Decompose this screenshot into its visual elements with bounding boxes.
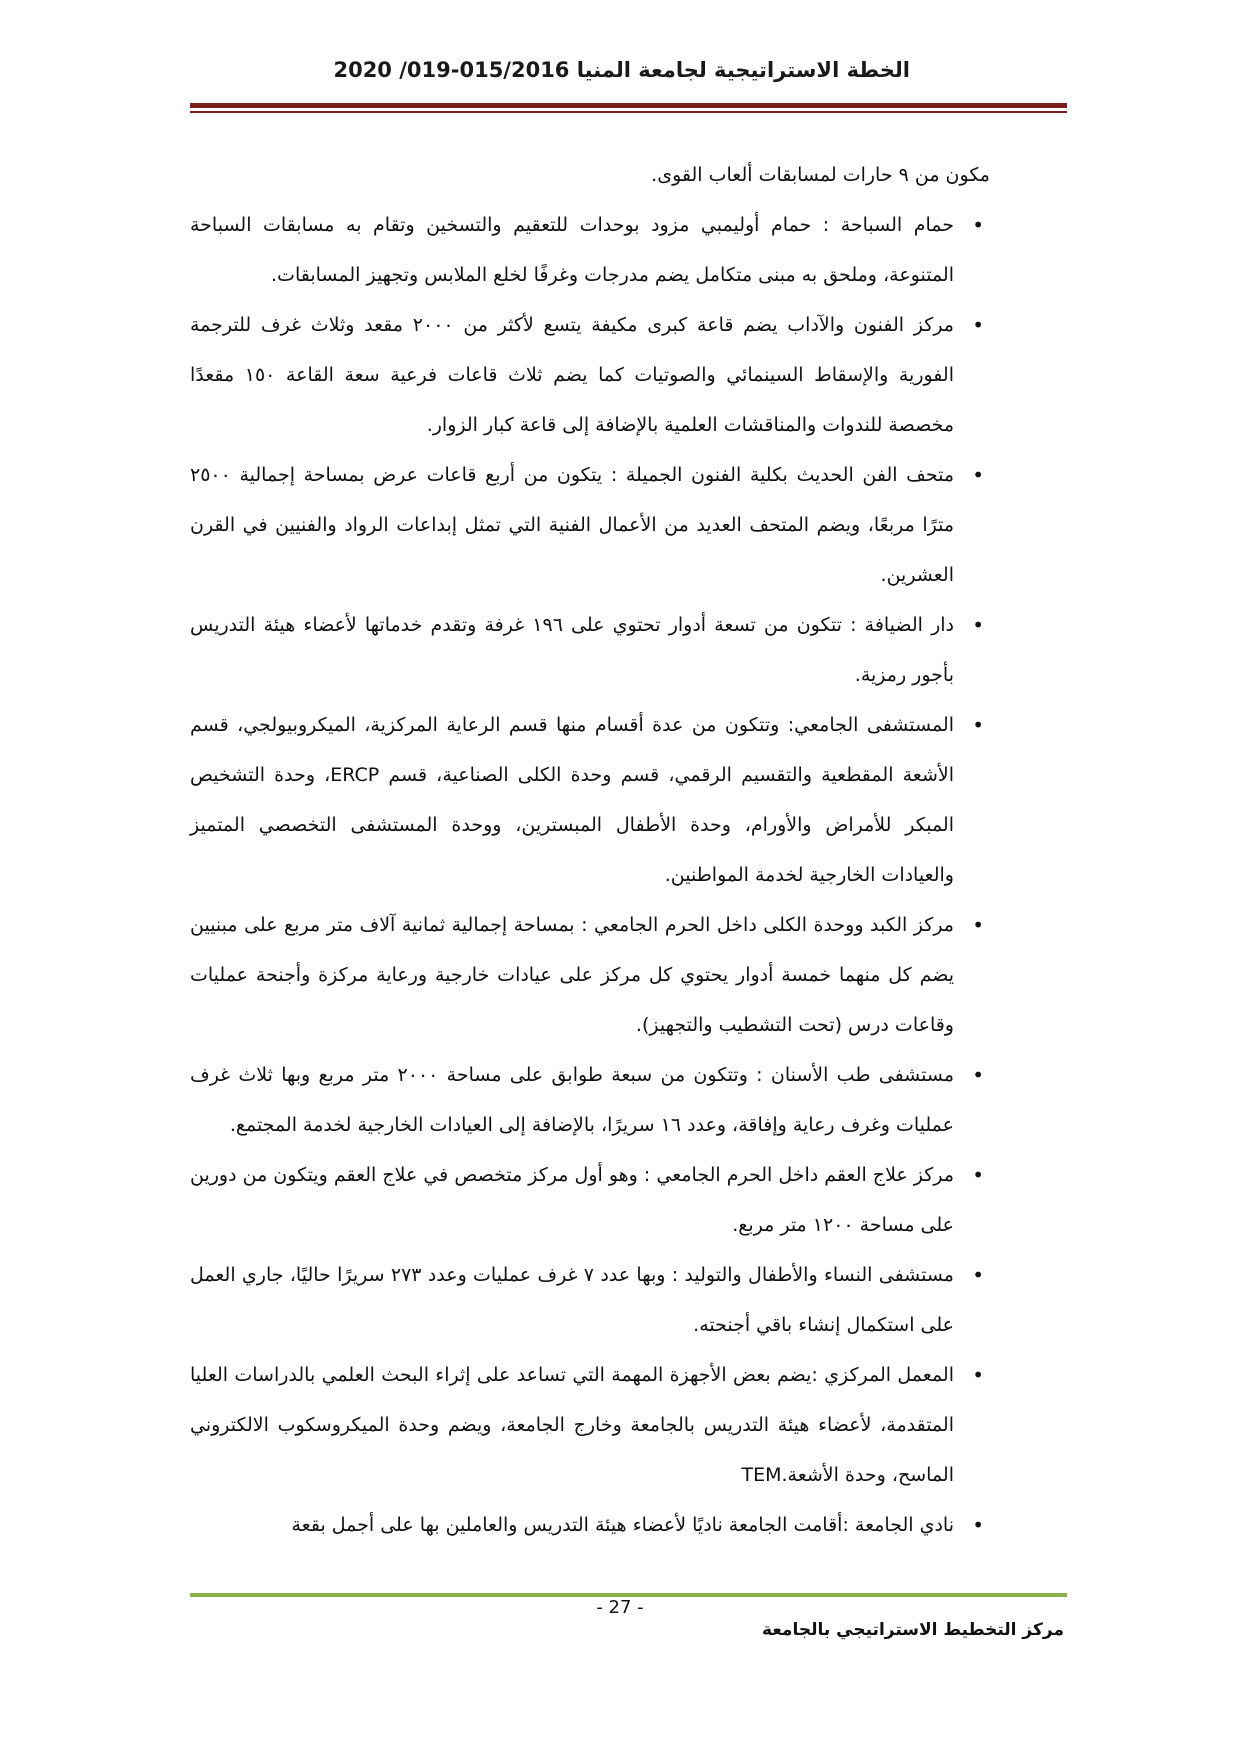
list-item: • مركز الكبد ووحدة الكلى داخل الحرم الجامعي : بمساحة إجمالية ثمانية آلاف متر مربع على مبنيين يضم كل منهما خمسة أدوار يحتوي كل مركز على عيادات خارجية ورعاية مركزة وأجنحة عمليات وقاعات درس (تحت التشطيب والتجهيز).	[190, 900, 954, 1050]
list-item: • مستشفى طب الأسنان : وتتكون من سبعة طوابق على مساحة ٢٠٠٠ متر مربع وبها ثلاث غرف عمليات وغرف رعاية وإفاقة، وعدد ١٦ سريرًا، بالإضافة إلى العيادات الخارجية لخدمة المجتمع.	[190, 1050, 954, 1150]
list-item: • المستشفى الجامعي: وتتكون من عدة أقسام منها قسم الرعاية المركزية، الميكروبيولجي، قسم الأشعة المقطعية والتقسيم الرقمي، قسم وحدة الكلى الصناعية، قسم ERCP، وحدة التشخيص المبكر للأمراض والأورام، وحدة الأطفال المبسترين، ووحدة المستشفى التخصصي المتميز والعيادات الخارجية لخدمة المواطنين.	[190, 700, 954, 900]
list-item: • المعمل المركزي :يضم بعض الأجهزة المهمة التي تساعد على إثراء البحث العلمي بالدراسات العليا المتقدمة، لأعضاء هيئة التدريس بالجامعة وخارج الجامعة، ويضم وحدة الميكروسكوب الالكتروني الماسح، وحدة الأشعة.TEM	[190, 1350, 954, 1500]
header-title: الخطة الاستراتيجية لجامعة المنيا 015/2016-019/ 2020	[333, 58, 910, 82]
footer-text: مركز التخطيط الاستراتيجي بالجامعة	[762, 1620, 1064, 1640]
list-item: • نادي الجامعة :أقامت الجامعة ناديًا لأعضاء هيئة التدريس والعاملين بها على أجمل بقعة	[190, 1500, 954, 1550]
list-item: • حمام السباحة : حمام أوليمبي مزود بوحدات للتعقيم والتسخين وتقام به مسابقات السباحة المتنوعة، وملحق به مبنى متكامل يضم مدرجات وغرفًا لخلع الملابس وتجهيز المسابقات.	[190, 200, 954, 300]
list-item: • مركز الفنون والآداب يضم قاعة كبرى مكيفة يتسع لأكثر من ٢٠٠٠ مقعد وثلاث غرف للترجمة الفورية والإسقاط السينمائي والصوتيات كما يضم ثلاث قاعات فرعية سعة القاعة ١٥٠ مقعدًا مخصصة للندوات والمناقشات العلمية بالإضافة إلى قاعة كبار الزوار.	[190, 300, 954, 450]
document-body	[190, 150, 990, 1550]
page-number: - 27 -	[596, 1597, 644, 1618]
list-item: • مستشفى النساء والأطفال والتوليد : وبها عدد ٧ غرف عمليات وعدد ٢٧٣ سريرًا حاليًا، جاري العمل على استكمال إنشاء باقي أجنحته.	[190, 1250, 954, 1350]
header-rule-thin	[190, 111, 1067, 113]
list-item: • مركز علاج العقم داخل الحرم الجامعي : وهو أول مركز متخصص في علاج العقم ويتكون من دورين على مساحة ١٢٠٠ متر مربع.	[190, 1150, 954, 1250]
list-item: • متحف الفن الحديث بكلية الفنون الجميلة : يتكون من أربع قاعات عرض بمساحة إجمالية ٢٥٠٠ مترًا مربعًا، ويضم المتحف العديد من الأعمال الفنية التي تمثل إبداعات الرواد والفنيين في القرن العشرين.	[190, 450, 954, 600]
list-item: • دار الضيافة : تتكون من تسعة أدوار تحتوي على ١٩٦ غرفة وتقدم خدماتها لأعضاء هيئة التدريس بأجور رمزية.	[190, 600, 954, 700]
facilities-list	[190, 200, 990, 1550]
intro-line: مكون من ٩ حارات لمسابقات ألعاب القوى.	[651, 164, 990, 186]
header-rule	[190, 103, 1067, 108]
